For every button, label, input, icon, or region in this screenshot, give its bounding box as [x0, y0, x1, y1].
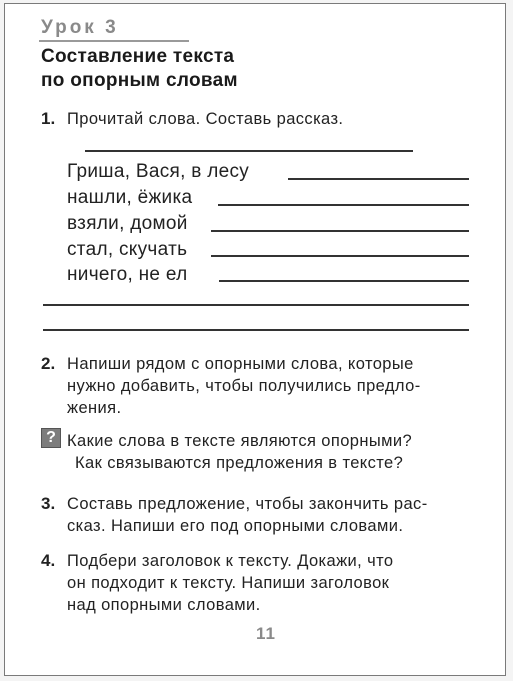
task-2-text-line-2: нужно добавить, чтобы получились предло- — [67, 377, 421, 395]
task-2-text-line-3: жения. — [67, 399, 122, 417]
task-3-text-line-1: Составь предложение, чтобы закончить рас- — [67, 495, 428, 513]
lesson-underline — [39, 40, 189, 42]
task-4-text-line-2: он подходит к тексту. Напиши заголовок — [67, 574, 390, 592]
writing-line-2 — [218, 204, 469, 206]
task-3-text-line-2: сказ. Напиши его под опорными словами. — [67, 517, 404, 535]
task-1-text: Прочитай слова. Составь рассказ. — [67, 110, 344, 128]
task-2-text-line-1: Напиши рядом с опорными слова, которые — [67, 355, 414, 373]
page-title-line-2: по опорным словам — [41, 70, 238, 91]
task-3-number: 3. — [41, 494, 56, 513]
keyword-line-2: нашли, ёжика — [67, 187, 193, 208]
task-1-number: 1. — [41, 109, 56, 128]
writing-line-6 — [43, 304, 469, 306]
workbook-page — [4, 3, 506, 676]
page-title-line-1: Составление текста — [41, 46, 235, 67]
task-4-text-line-1: Подбери заголовок к тексту. Докажи, что — [67, 552, 394, 570]
task-4-text-line-3: над опорными словами. — [67, 596, 261, 614]
task-2-number: 2. — [41, 354, 56, 373]
question-line-1: Какие слова в тексте являются опорными? — [67, 432, 413, 450]
task-4-number: 4. — [41, 551, 56, 570]
writing-line-3 — [211, 230, 469, 232]
keyword-line-3: взяли, домой — [67, 213, 188, 234]
question-icon: ? — [41, 428, 61, 448]
writing-line-5 — [219, 280, 469, 282]
title-writing-line — [85, 150, 413, 152]
question-line-2: Как связываются предложения в тексте? — [75, 454, 404, 472]
page-number: 11 — [256, 624, 276, 643]
keyword-line-4: стал, скучать — [67, 239, 188, 260]
writing-line-7 — [43, 329, 469, 331]
lesson-label: Урок 3 — [41, 17, 119, 38]
keyword-line-5: ничего, не ел — [67, 264, 188, 285]
writing-line-1 — [288, 178, 469, 180]
keyword-line-1: Гриша, Вася, в лесу — [67, 161, 250, 182]
writing-line-4 — [211, 255, 469, 257]
